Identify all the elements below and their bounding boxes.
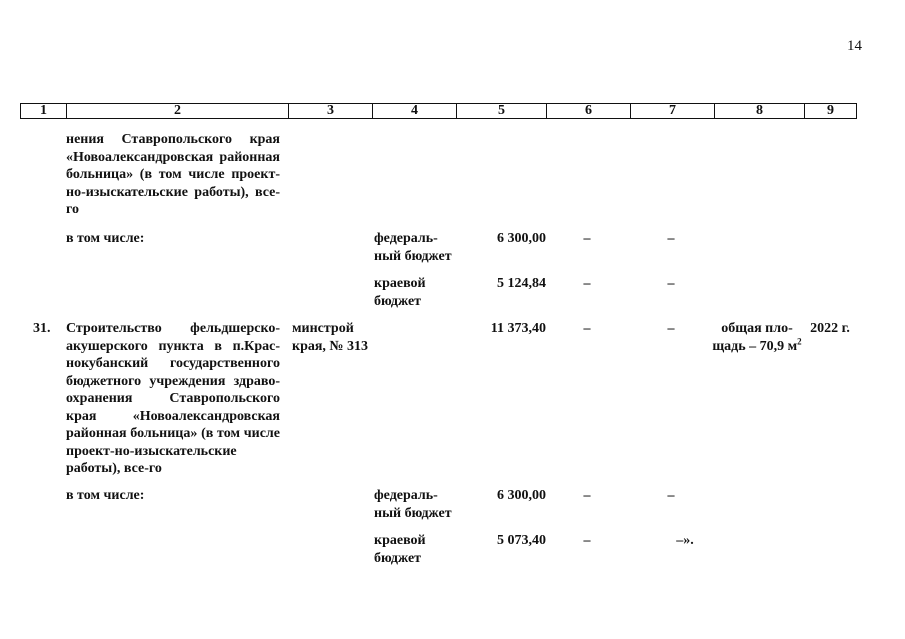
row-31-regional-col6: – [583,533,591,548]
column-header-2: 2 [67,104,289,119]
row-31-regional-amount: 5 073,40 [497,533,546,548]
row-31-number: 31. [33,321,51,336]
column-header-4: 4 [373,104,457,119]
row-31-year: 2022 г. [810,321,850,336]
row-31-federal-col7: – [667,488,675,503]
continuation-regional-amount: 5 124,84 [497,276,546,291]
continuation-regional-source: краевой бюджет [374,276,426,309]
continuation-federal-source: федераль-ный бюджет [374,231,452,264]
continuation-regional-col7: – [667,276,675,291]
row-31-responsible: минстрой края, № 313 [292,321,368,354]
column-header-6: 6 [547,104,631,119]
row-31-federal-source: федераль-ный бюджет [374,488,452,521]
page-number: 14 [847,38,862,54]
continuation-regional-col6: – [583,276,591,291]
continuation-federal-col7: – [667,231,675,246]
row-31-amount: 11 373,40 [490,321,546,336]
column-header-table [20,103,857,119]
column-header-9: 9 [805,104,857,119]
row-31-breakdown-label: в том числе: [66,488,145,503]
row-31-result [708,320,806,355]
continuation-federal-col6: – [583,231,591,246]
column-header-5: 5 [457,104,547,119]
row-31-result-sup: 2 [797,335,802,346]
column-header-7: 7 [631,104,715,119]
column-header-row [21,104,857,119]
row-31-federal-amount: 6 300,00 [497,488,546,503]
row-31-regional-col7: –». [676,533,694,548]
row-31-col6: – [583,321,591,336]
continuation-description: нения Ставропольского края «Новоалександровская районная больница» (в том числе проект-но-изыскательские работы), все-го [66,132,280,217]
row-31-description: Строительство фельдшерско-акушерского пункта в п.Крас-нокубанский государственного бюджетного учреждения здраво-охранения Ставропольского края «Новоалександровская районная больница» (в том числе проект-но-изыскательские работы), все-го [66,321,280,476]
row-31-col7: – [667,321,675,336]
row-31-federal-col6: – [583,488,591,503]
continuation-breakdown-label: в том числе: [66,231,145,246]
row-31-result-text: общая пло-щадь – 70,9 м [712,321,798,354]
column-header-1: 1 [21,104,67,119]
row-31-regional-source: краевой бюджет [374,533,426,566]
continuation-federal-amount: 6 300,00 [497,231,546,246]
column-header-8: 8 [715,104,805,119]
column-header-3: 3 [289,104,373,119]
